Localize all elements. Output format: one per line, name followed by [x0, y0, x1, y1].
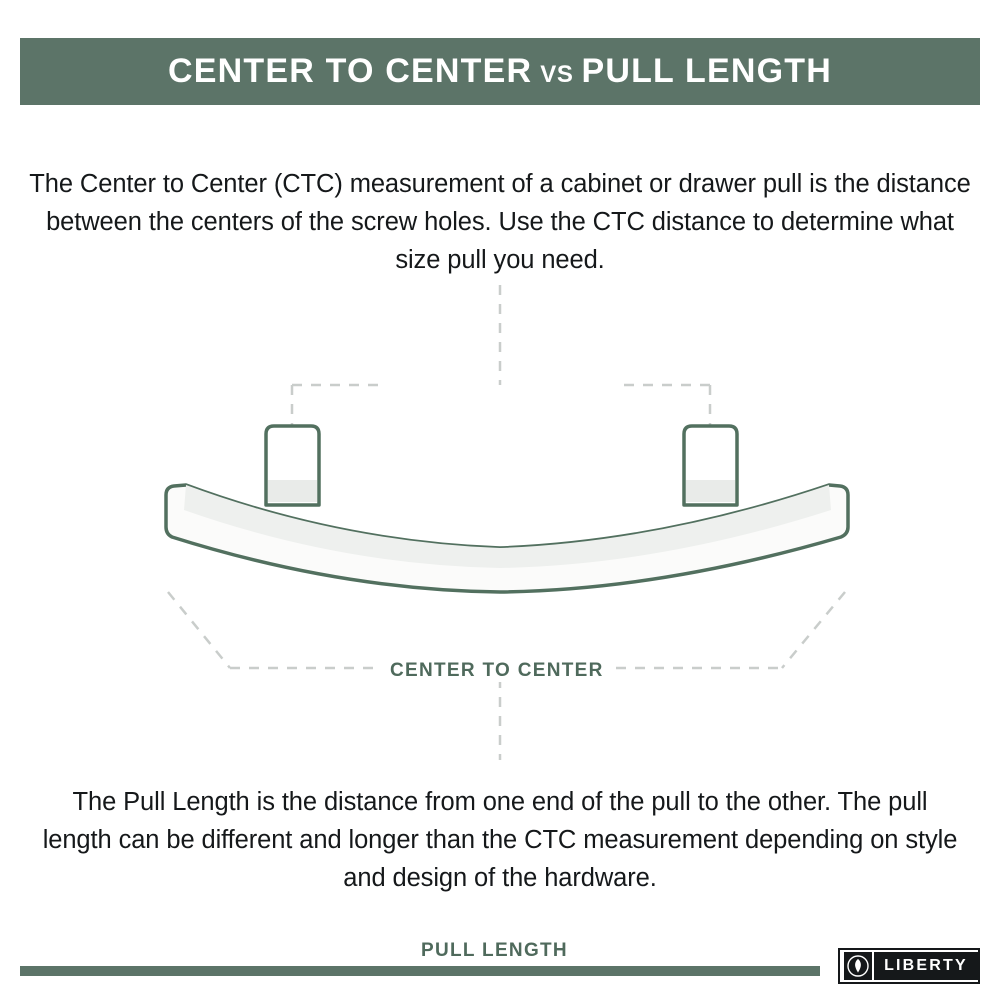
page-title-part1: CENTER TO CENTER: [167, 52, 533, 90]
page-title-vs: VS: [540, 61, 574, 88]
top-description-text: The Center to Center (CTC) measurement of a cabinet or drawer pull is the distance between the centers of the screw holes. Use the CTC distance to determine what size pull you need.: [29, 170, 971, 274]
screw-post-shading: [268, 480, 735, 502]
footer-accent-bar: [20, 966, 820, 976]
screw-posts: [266, 426, 737, 505]
screw-post-right-shadow: [686, 480, 735, 502]
liberty-wordmark: LIBERTY: [874, 952, 978, 980]
ctc-label: CENTER TO CENTER: [380, 660, 614, 682]
diagram-svg: [0, 280, 1000, 770]
liberty-emblem-icon: [844, 952, 872, 980]
ctc-dimension-lines: [292, 285, 710, 502]
pull-length-label: PULL LENGTH: [411, 940, 578, 962]
pull-length-diagonal-right: [782, 592, 845, 668]
screw-post-left-shadow: [268, 480, 317, 502]
header-banner: [20, 38, 980, 105]
brand-logo: [838, 948, 980, 984]
page-title: [168, 52, 832, 91]
page-title-part2: PULL LENGTH: [581, 52, 833, 90]
bottom-description-text: The Pull Length is the distance from one end of the pull to the other. The pull length can be different and longer than the CTC measurement depending on style and design of the hardware.: [42, 788, 958, 892]
pull-length-diagonal-left: [168, 592, 230, 668]
